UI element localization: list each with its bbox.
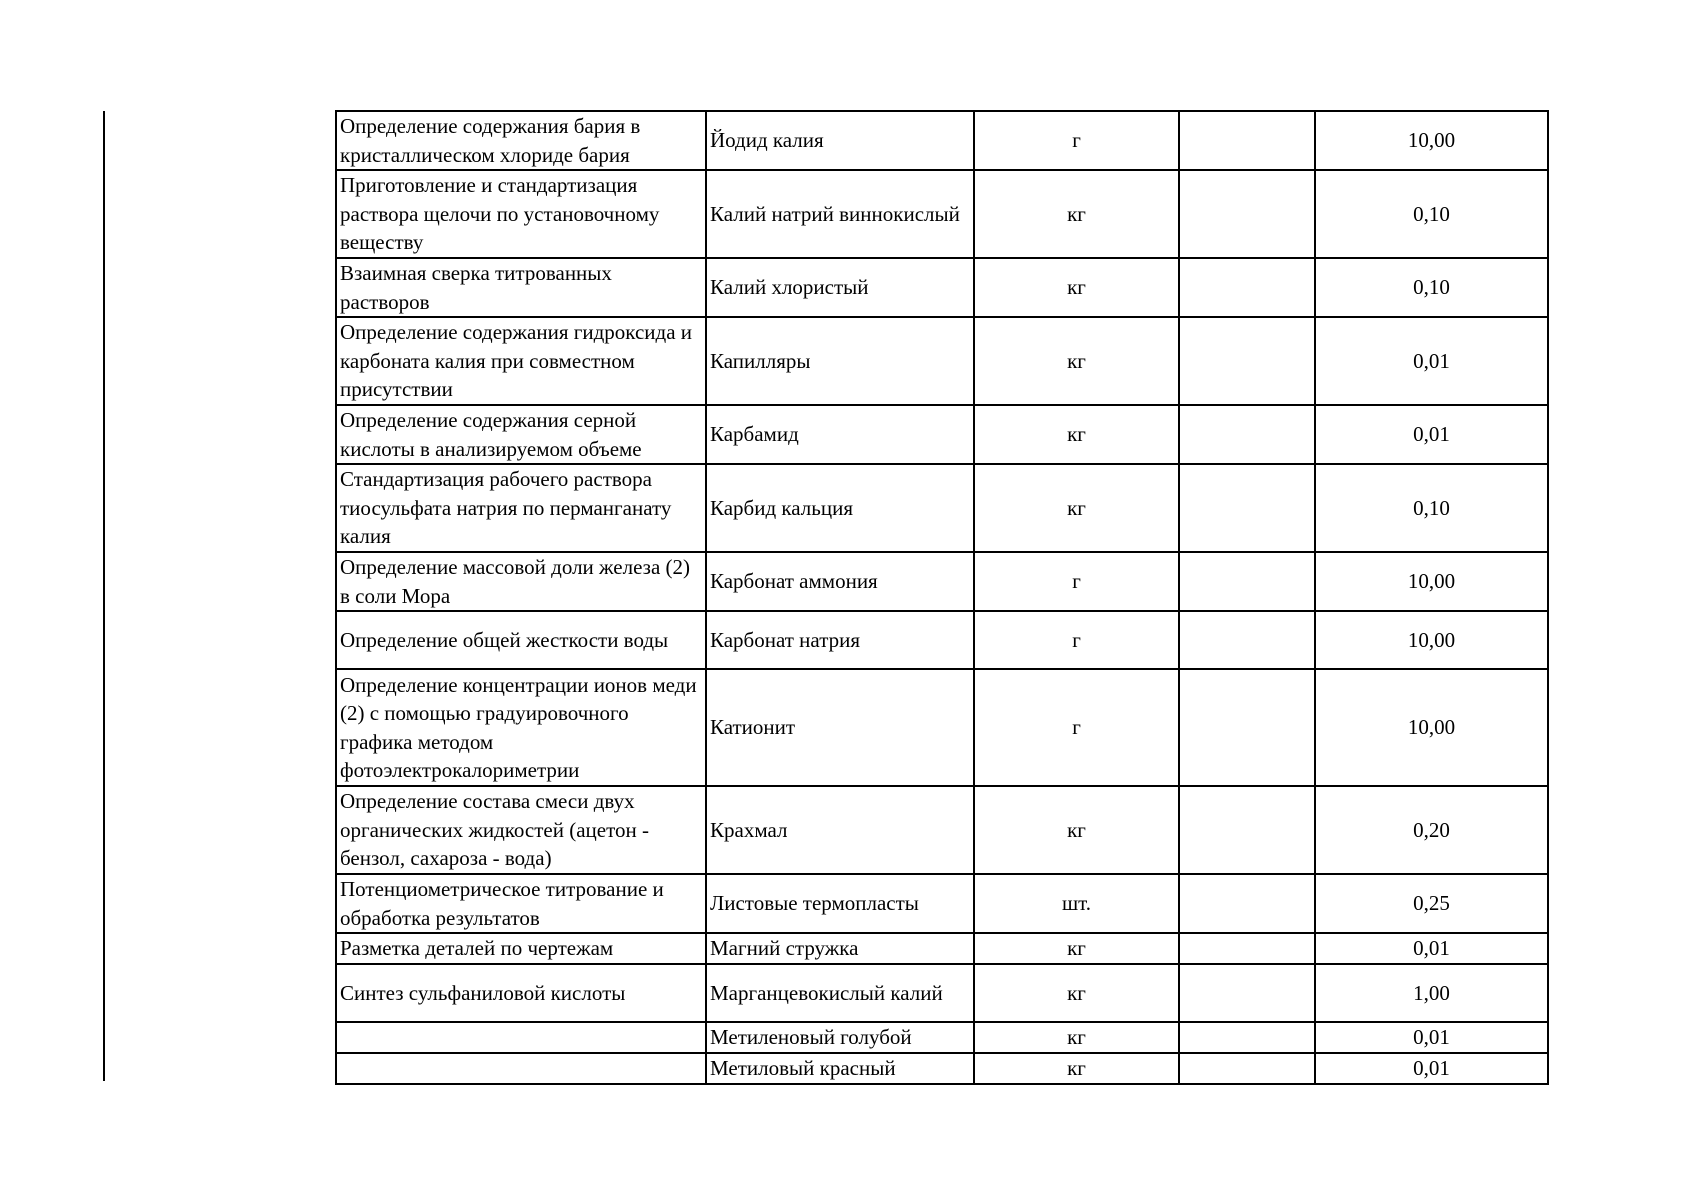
quantity-cell: 0,01: [1315, 933, 1548, 964]
materials-table: [335, 110, 1549, 1085]
unit-cell: кг: [974, 786, 1179, 874]
table-row: [336, 111, 1548, 170]
unit-cell: кг: [974, 464, 1179, 552]
material-cell: Калий натрий виннокислый: [706, 170, 974, 258]
table-row: [336, 786, 1548, 874]
quantity-cell: 0,01: [1315, 317, 1548, 405]
unit-cell: шт.: [974, 874, 1179, 933]
blank-cell: [1179, 258, 1315, 317]
blank-cell: [1179, 933, 1315, 964]
quantity-cell: 0,01: [1315, 1022, 1548, 1053]
table-row: [336, 1022, 1548, 1053]
work-cell: Синтез сульфаниловой кислоты: [336, 964, 706, 1022]
quantity-cell: 0,01: [1315, 405, 1548, 464]
material-cell: Листовые термопласты: [706, 874, 974, 933]
material-cell: Катионит: [706, 669, 974, 786]
material-cell: Магний стружка: [706, 933, 974, 964]
quantity-cell: 0,10: [1315, 464, 1548, 552]
work-cell: Определение содержания бария в кристаллическом хлориде бария: [336, 111, 706, 170]
blank-cell: [1179, 170, 1315, 258]
work-cell: Определение массовой доли железа (2) в соли Мора: [336, 552, 706, 611]
material-cell: Марганцевокислый калий: [706, 964, 974, 1022]
blank-cell: [1179, 1053, 1315, 1084]
quantity-cell: 0,10: [1315, 170, 1548, 258]
left-margin-rule: [103, 111, 105, 1081]
material-cell: Крахмал: [706, 786, 974, 874]
unit-cell: г: [974, 669, 1179, 786]
table-row: [336, 874, 1548, 933]
blank-cell: [1179, 964, 1315, 1022]
unit-cell: кг: [974, 170, 1179, 258]
blank-cell: [1179, 552, 1315, 611]
table-row: [336, 669, 1548, 786]
quantity-cell: 0,25: [1315, 874, 1548, 933]
material-cell: Карбонат аммония: [706, 552, 974, 611]
blank-cell: [1179, 111, 1315, 170]
quantity-cell: 10,00: [1315, 669, 1548, 786]
unit-cell: кг: [974, 258, 1179, 317]
material-cell: Метиловый красный: [706, 1053, 974, 1084]
quantity-cell: 0,10: [1315, 258, 1548, 317]
materials-table-body: [336, 111, 1548, 1084]
quantity-cell: 10,00: [1315, 552, 1548, 611]
unit-cell: кг: [974, 317, 1179, 405]
material-cell: Метиленовый голубой: [706, 1022, 974, 1053]
material-cell: Карбонат натрия: [706, 611, 974, 669]
table-row: [336, 405, 1548, 464]
table-row: [336, 1053, 1548, 1084]
unit-cell: г: [974, 111, 1179, 170]
work-cell: Разметка деталей по чертежам: [336, 933, 706, 964]
table-row: [336, 258, 1548, 317]
quantity-cell: 10,00: [1315, 111, 1548, 170]
blank-cell: [1179, 317, 1315, 405]
work-cell: Определение содержания гидроксида и карбоната калия при совместном присутствии: [336, 317, 706, 405]
blank-cell: [1179, 669, 1315, 786]
work-cell: Потенциометрическое титрование и обработка результатов: [336, 874, 706, 933]
blank-cell: [1179, 874, 1315, 933]
material-cell: Йодид калия: [706, 111, 974, 170]
table-row: [336, 317, 1548, 405]
table-row: [336, 933, 1548, 964]
work-cell: [336, 1022, 706, 1053]
unit-cell: кг: [974, 964, 1179, 1022]
unit-cell: кг: [974, 405, 1179, 464]
quantity-cell: 1,00: [1315, 964, 1548, 1022]
table-row: [336, 170, 1548, 258]
table-row: [336, 964, 1548, 1022]
material-cell: Карбид кальция: [706, 464, 974, 552]
work-cell: Приготовление и стандартизация раствора щелочи по установочному веществу: [336, 170, 706, 258]
quantity-cell: 0,01: [1315, 1053, 1548, 1084]
material-cell: Калий хлористый: [706, 258, 974, 317]
table-row: [336, 552, 1548, 611]
work-cell: Определение концентрации ионов меди (2) с помощью градуировочного графика методом фотоэлектрокалориметрии: [336, 669, 706, 786]
work-cell: Определение состава смеси двух органических жидкостей (ацетон - бензол, сахароза - вода): [336, 786, 706, 874]
work-cell: Определение содержания серной кислоты в анализируемом объеме: [336, 405, 706, 464]
work-cell: Определение общей жесткости воды: [336, 611, 706, 669]
blank-cell: [1179, 1022, 1315, 1053]
table-row: [336, 611, 1548, 669]
unit-cell: кг: [974, 1053, 1179, 1084]
quantity-cell: 10,00: [1315, 611, 1548, 669]
material-cell: Капилляры: [706, 317, 974, 405]
blank-cell: [1179, 611, 1315, 669]
blank-cell: [1179, 464, 1315, 552]
unit-cell: кг: [974, 1022, 1179, 1053]
work-cell: [336, 1053, 706, 1084]
work-cell: Стандартизация рабочего раствора тиосульфата натрия по перманганату калия: [336, 464, 706, 552]
blank-cell: [1179, 786, 1315, 874]
unit-cell: кг: [974, 933, 1179, 964]
unit-cell: г: [974, 611, 1179, 669]
table-row: [336, 464, 1548, 552]
blank-cell: [1179, 405, 1315, 464]
material-cell: Карбамид: [706, 405, 974, 464]
work-cell: Взаимная сверка титрованных растворов: [336, 258, 706, 317]
unit-cell: г: [974, 552, 1179, 611]
quantity-cell: 0,20: [1315, 786, 1548, 874]
